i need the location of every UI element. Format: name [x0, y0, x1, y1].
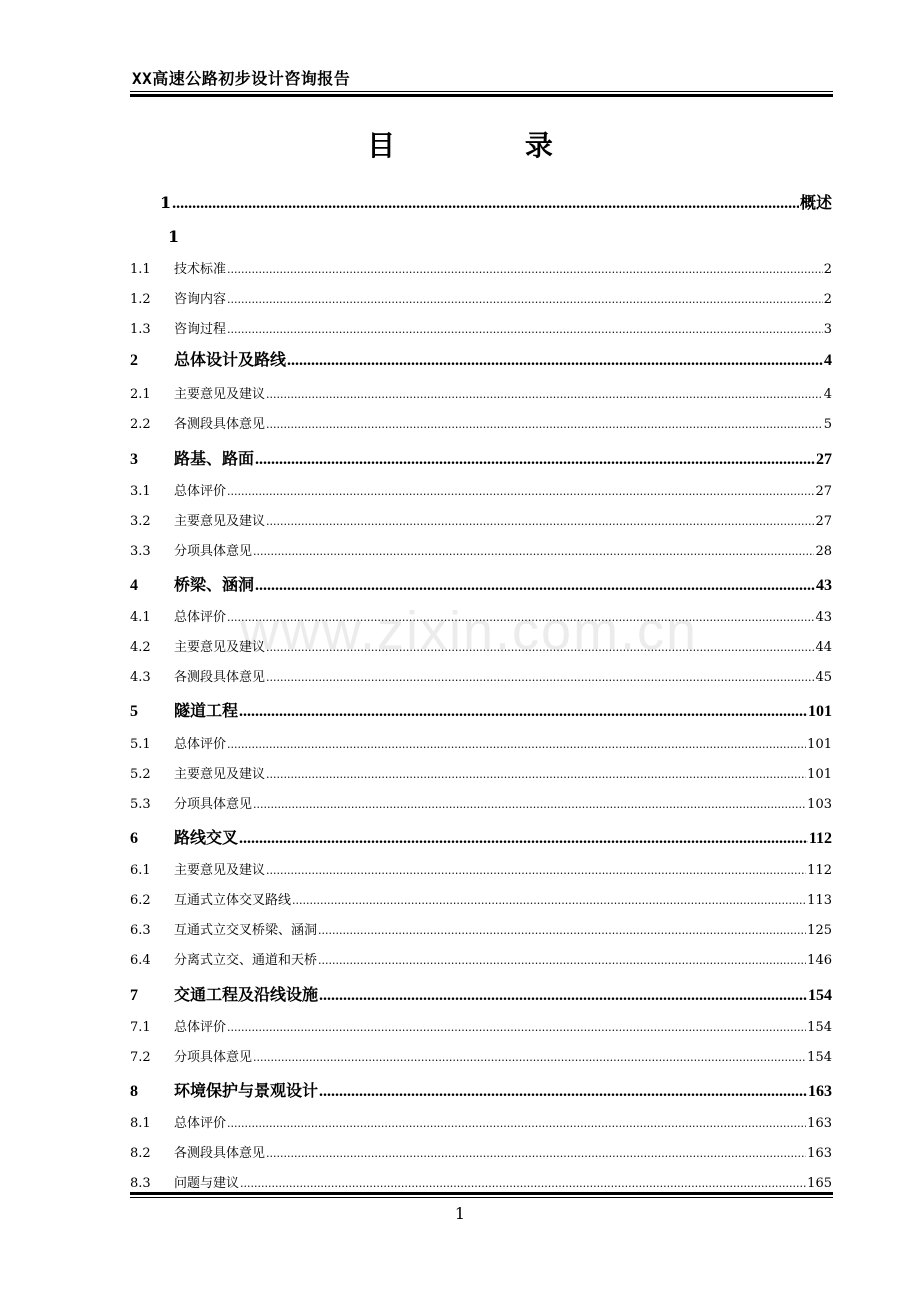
toc-entry-3-1[interactable]	[130, 480, 832, 499]
toc-entry-label: 分项具体意见	[174, 544, 253, 559]
toc-leader	[266, 864, 806, 877]
toc-entry-label: 总体评价	[174, 484, 227, 499]
toc-entry-6[interactable]	[130, 825, 832, 848]
toc-entry-number: 3	[130, 451, 138, 468]
toc-leader	[319, 987, 807, 1005]
toc-entry-number: 8.3	[130, 1176, 151, 1191]
toc-entry-label: 总体设计及路线	[174, 350, 287, 369]
toc-entry-page: 103	[807, 797, 832, 812]
toc-entry-number: 1	[160, 193, 172, 212]
toc-entry-4-3[interactable]	[130, 666, 832, 685]
toc-entry-page: 2	[823, 262, 832, 277]
toc-leader	[266, 418, 823, 431]
toc-entry-number: 8.2	[130, 1146, 151, 1161]
toc-leader	[319, 1083, 807, 1101]
toc-leader	[266, 515, 814, 528]
toc-entry-3[interactable]	[130, 446, 832, 469]
toc-entry-label: 交通工程及沿线设施	[174, 985, 319, 1004]
toc-entry-3-2[interactable]	[130, 510, 832, 529]
toc-entry-6-2[interactable]	[130, 889, 832, 908]
toc-entry-5-3[interactable]	[130, 793, 832, 812]
toc-entry-8-3[interactable]	[130, 1172, 832, 1191]
toc-entry-label: 分项具体意见	[174, 1050, 253, 1065]
toc-entry-label: 各测段具体意见	[174, 417, 266, 432]
toc-entry-number: 5	[130, 703, 138, 720]
toc-entry-5[interactable]	[130, 698, 832, 721]
toc-entry-page: 3	[823, 322, 832, 337]
toc-entry-2-1[interactable]	[130, 383, 832, 402]
toc-leader	[227, 323, 823, 336]
toc-entry-label: 主要意见及建议	[174, 863, 266, 878]
toc-entry-label: 技术标准	[174, 262, 227, 277]
toc-entry-label: 总体评价	[174, 1116, 227, 1131]
toc-entry-label: 主要意见及建议	[174, 767, 266, 782]
toc-leader	[227, 293, 823, 306]
toc-entry-page: 101	[807, 737, 832, 752]
toc-entry-label: 咨询过程	[174, 322, 227, 337]
toc-entry-1-page: 1	[168, 227, 180, 246]
toc-entry-page: 154	[808, 987, 832, 1004]
toc-entry-label: 咨询内容	[174, 292, 227, 307]
toc-entry-label: 路线交叉	[174, 828, 239, 847]
toc-entry-page: 45	[815, 670, 832, 685]
toc-entry-8-2[interactable]	[130, 1142, 832, 1161]
toc-entry-page: 154	[807, 1050, 832, 1065]
toc-entry-number: 2.1	[130, 387, 151, 402]
toc-entry-number: 4.3	[130, 670, 151, 685]
toc-entry-label: 路基、路面	[174, 449, 255, 468]
toc-leader	[266, 671, 814, 684]
toc-entry-7[interactable]	[130, 982, 832, 1005]
toc-entry-label: 总体评价	[174, 1020, 227, 1035]
toc-entry-number: 2.2	[130, 417, 151, 432]
toc-leader	[266, 641, 814, 654]
toc-leader	[239, 703, 807, 721]
toc-leader	[318, 924, 806, 937]
toc-entry-number: 6.1	[130, 863, 151, 878]
toc-title: 目 录	[367, 129, 613, 162]
toc-leader	[227, 485, 814, 498]
toc-entry-number: 5.1	[130, 737, 151, 752]
toc-entry-page: 112	[807, 863, 832, 878]
toc-leader	[227, 1021, 806, 1034]
toc-leader	[227, 263, 823, 276]
footer-rule-thick	[130, 1192, 833, 1195]
toc-entry-number: 4	[130, 577, 138, 594]
toc-entry-page: 125	[807, 923, 832, 938]
toc-entry-1[interactable]	[160, 190, 832, 213]
toc-entry-page: 43	[815, 610, 832, 625]
header-rule-thick	[130, 94, 833, 97]
toc-entry-number: 6	[130, 830, 138, 847]
toc-entry-page: 5	[823, 417, 832, 432]
toc-entry-number: 6.4	[130, 953, 151, 968]
toc-entry-7-1[interactable]	[130, 1016, 832, 1035]
toc-entry-4-1[interactable]	[130, 606, 832, 625]
toc-entry-page: 2	[823, 292, 832, 307]
toc-entry-page: 165	[807, 1176, 832, 1191]
toc-entry-label: 桥梁、涵洞	[174, 575, 255, 594]
toc-leader	[292, 894, 806, 907]
toc-entry-page: 163	[808, 1083, 832, 1100]
toc-entry-number: 2	[130, 352, 138, 369]
toc-entry-number: 5.3	[130, 797, 151, 812]
toc-entry-label: 总体评价	[174, 610, 227, 625]
toc-leader	[227, 1117, 806, 1130]
toc-leader	[266, 1147, 806, 1160]
toc-leader	[253, 1051, 806, 1064]
footer-rule-thin	[130, 1197, 833, 1198]
toc-leader	[255, 451, 815, 469]
toc-entry-page: 27	[815, 484, 832, 499]
toc-entry-5-2[interactable]	[130, 763, 832, 782]
toc-leader	[253, 545, 814, 558]
toc-entry-number: 6.3	[130, 923, 151, 938]
toc-entry-number: 5.2	[130, 767, 151, 782]
toc-entry-page: 4	[823, 387, 832, 402]
toc-entry-page: 43	[816, 577, 832, 594]
watermark: www.zixin.com.cn	[240, 601, 699, 661]
toc-entry-label: 各测段具体意见	[174, 670, 266, 685]
toc-entry-1-1[interactable]	[130, 258, 832, 277]
toc-entry-number: 1.2	[130, 292, 151, 307]
toc-leader	[255, 577, 815, 595]
toc-entry-8[interactable]	[130, 1078, 832, 1101]
page-number: 1	[454, 1204, 466, 1223]
toc-entry-label: 概述	[799, 193, 832, 212]
toc-entry-page: 101	[807, 767, 832, 782]
toc-entry-page: 112	[808, 830, 832, 847]
toc-entry-6-1[interactable]	[130, 859, 832, 878]
toc-entry-label: 分离式立交、通道和天桥	[174, 953, 318, 968]
toc-leader	[172, 195, 799, 213]
toc-entry-number: 8	[130, 1083, 138, 1100]
toc-entry-4[interactable]	[130, 572, 832, 595]
toc-entry-page: 154	[807, 1020, 832, 1035]
toc-entry-page: 163	[807, 1116, 832, 1131]
toc-entry-number: 8.1	[130, 1116, 151, 1131]
toc-entry-number: 1.1	[130, 262, 151, 277]
toc-leader	[266, 768, 806, 781]
toc-entry-label: 隧道工程	[174, 701, 239, 720]
toc-entry-8-1[interactable]	[130, 1112, 832, 1131]
toc-leader	[227, 738, 806, 751]
toc-entry-number: 7	[130, 987, 138, 1004]
toc-entry-label: 主要意见及建议	[174, 514, 266, 529]
toc-entry-number: 3.3	[130, 544, 151, 559]
toc-leader	[239, 830, 808, 848]
toc-entry-2[interactable]	[130, 347, 832, 370]
toc-entry-label: 主要意见及建议	[174, 640, 266, 655]
toc-entry-page: 146	[807, 953, 832, 968]
toc-entry-label: 各测段具体意见	[174, 1146, 266, 1161]
toc-entry-page: 27	[816, 451, 832, 468]
toc-entry-label: 问题与建议	[174, 1176, 240, 1191]
toc-leader	[266, 388, 823, 401]
toc-entry-number: 4.2	[130, 640, 151, 655]
toc-entry-number: 7.2	[130, 1050, 151, 1065]
toc-entry-1-3[interactable]	[130, 318, 832, 337]
toc-entry-4-2[interactable]	[130, 636, 832, 655]
toc-entry-6-4[interactable]	[130, 949, 832, 968]
toc-entry-number: 6.2	[130, 893, 151, 908]
toc-entry-page: 4	[824, 352, 832, 369]
toc-entry-number: 3.2	[130, 514, 151, 529]
toc-entry-page: 28	[815, 544, 832, 559]
toc-entry-label: 分项具体意见	[174, 797, 253, 812]
toc-entry-page: 27	[815, 514, 832, 529]
toc-entry-2-2[interactable]	[130, 413, 832, 432]
toc-leader	[287, 352, 823, 370]
toc-leader	[318, 954, 806, 967]
toc-entry-label: 互通式立体交叉路线	[174, 893, 292, 908]
toc-entry-6-3[interactable]	[130, 919, 832, 938]
toc-entry-label: 互通式立交叉桥梁、涵洞	[174, 923, 318, 938]
toc-entry-number: 1.3	[130, 322, 151, 337]
toc-entry-number: 3.1	[130, 484, 151, 499]
toc-entry-label: 主要意见及建议	[174, 387, 266, 402]
toc-leader	[227, 611, 814, 624]
toc-entry-page: 44	[815, 640, 832, 655]
toc-entry-7-2[interactable]	[130, 1046, 832, 1065]
toc-entry-label: 环境保护与景观设计	[174, 1081, 319, 1100]
header-rule-thin	[130, 91, 833, 92]
toc-entry-label: 总体评价	[174, 737, 227, 752]
report-header-title: XX高速公路初步设计咨询报告	[132, 69, 351, 88]
toc-entry-5-1[interactable]	[130, 733, 832, 752]
toc-entry-page: 101	[808, 703, 832, 720]
toc-leader	[240, 1177, 806, 1190]
toc-entry-page: 113	[807, 893, 832, 908]
toc-entry-3-3[interactable]	[130, 540, 832, 559]
toc-entry-1-2[interactable]	[130, 288, 832, 307]
toc-entry-number: 4.1	[130, 610, 151, 625]
toc-leader	[253, 798, 806, 811]
toc-entry-page: 163	[807, 1146, 832, 1161]
toc-entry-number: 7.1	[130, 1020, 151, 1035]
